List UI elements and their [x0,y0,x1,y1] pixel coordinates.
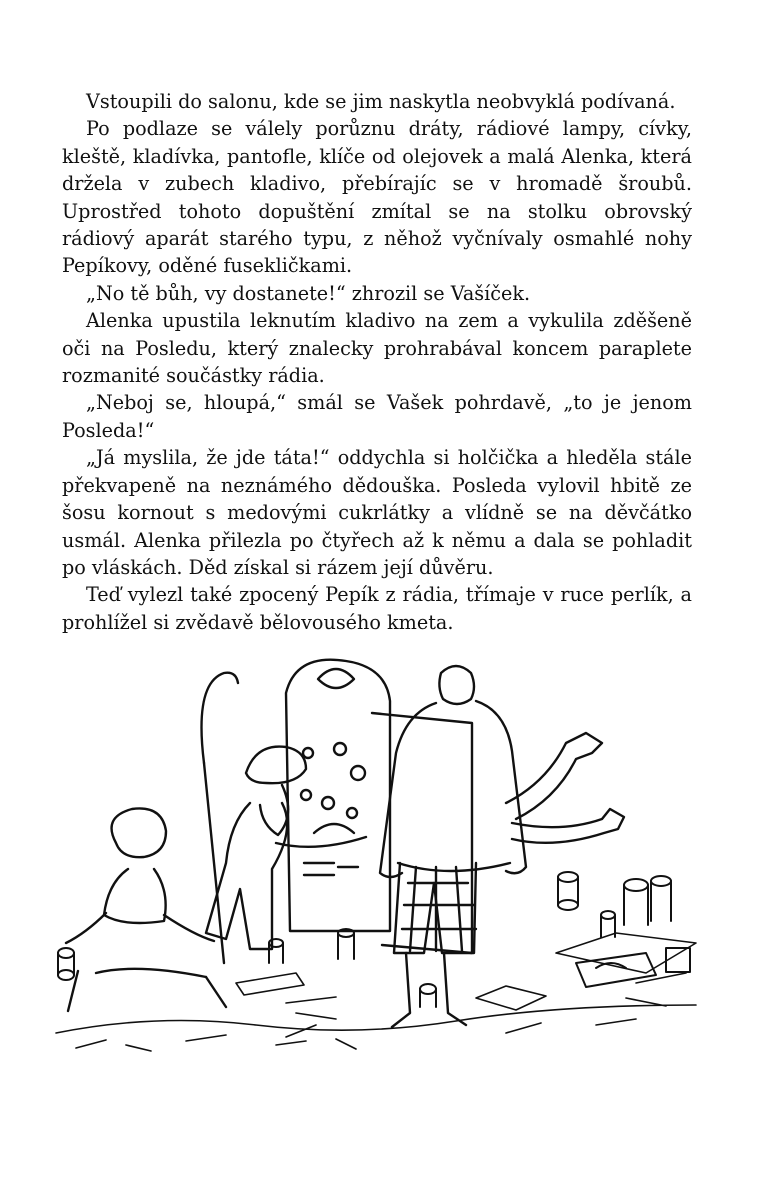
girl-figure [66,808,226,1011]
illustration [36,653,708,1065]
old-man-figure [202,673,367,963]
legs-figure [506,733,624,843]
radio-cabinet [286,660,472,953]
body-text [62,88,692,636]
paragraph: Vstoupili do salonu, kde se jim naskytla neobvyklá podívaná. [86,90,676,113]
paragraph: „Já myslila, že jde táta!“ oddychla si holčička a hleděla stále překvapeně na neznámého dědouška. Posleda vylovil hbitě ze šosu kornout s medovými cukrlátky a vlídně se na děvčátko usmál. Alenka přilezla po čtyřech až k němu a dala se pohladit po vláskách. Děd získal si rázem její důvěru. [62,446,692,579]
paragraph: „Neboj se, hloupá,“ smál se Vašek pohrdavě, „to je jenom Posleda!“ [62,391,692,442]
paragraph: Teď vylezl také zpocený Pepík z rádia, třímaje v ruce perlík, a prohlížel si zvědavě bělovousého kmeta. [62,583,692,634]
floor-clutter [56,933,696,1051]
paragraph: „No tě bůh, vy dostanete!“ zhrozil se Vašíček. [86,281,531,305]
paragraph: Po podlaze se válely porůznu dráty, rádiové lampy, cívky, kleště, kladívka, pantofle, klíče od olejovek a malá Alenka, která držela v zubech kladivo, přebírajíc se v hromadě šroubů. Uprostřed tohoto dopuštění zmítal se na stolku obrovský rádiový aparát starého typu, z něhož vyčnívaly osmahlé nohy Pepíkovy, oděné fusekličkami. [62,117,692,278]
paragraph: Alenka upustila leknutím kladivo na zem a vykulila zděšeně oči na Posledu, který znalecky prohrabával koncem paraplete rozmanité součástky rádia. [62,309,692,388]
